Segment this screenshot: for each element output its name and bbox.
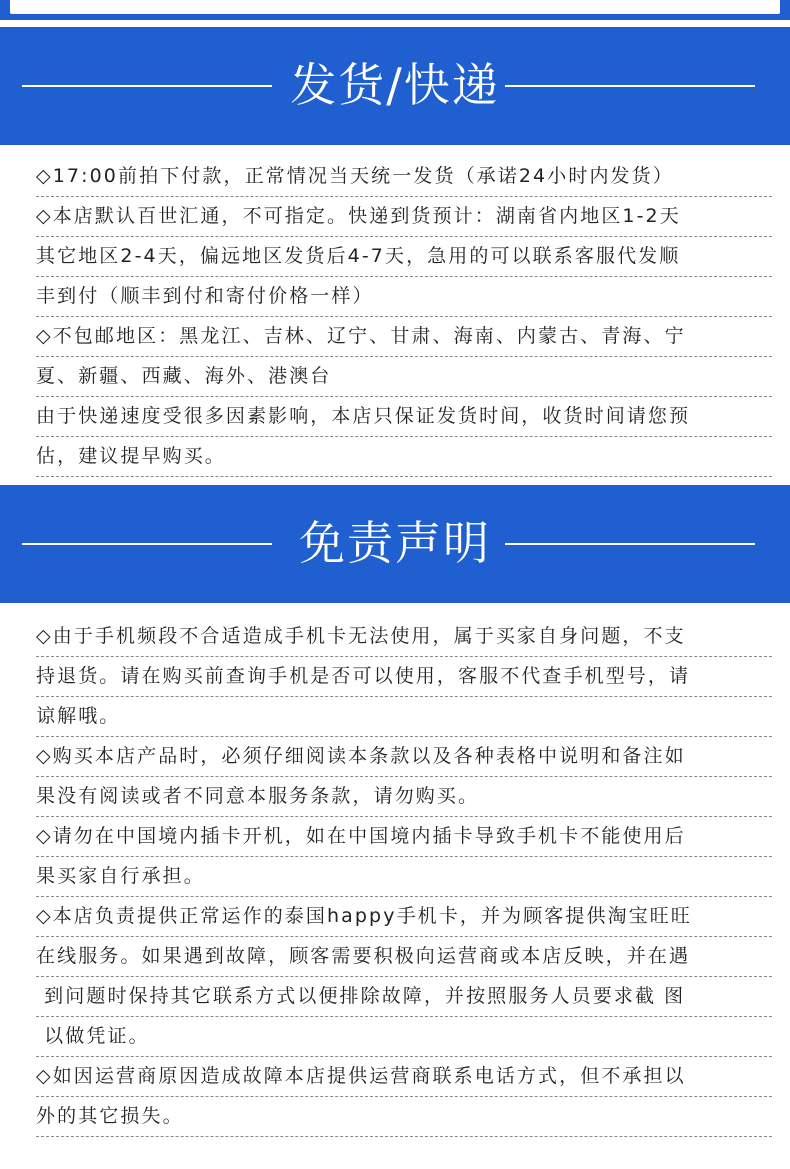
shipping-text-line: 夏、新疆、西藏、海外、港澳台: [36, 357, 772, 397]
top-box-edge: [8, 0, 782, 16]
shipping-text-line: 其它地区2-4天，偏远地区发货后4-7天，急用的可以联系客服代发顺: [36, 237, 772, 277]
disclaimer-text-line: 在线服务。如果遇到故障，顾客需要积极向运营商或本店反映，并在遇: [36, 937, 772, 977]
top-strip: [0, 0, 790, 20]
disclaimer-text-line: ◇购买本店产品时，必须仔细阅读本条款以及各种表格中说明和备注如: [36, 737, 772, 777]
disclaimer-text-line: 到问题时保持其它联系方式以便排除故障，并按照服务人员要求截 图: [36, 977, 772, 1017]
banner-rule-right: [505, 543, 755, 545]
disclaimer-text-line: ◇本店负责提供正常运作的泰国happy手机卡，并为顾客提供淘宝旺旺: [36, 897, 772, 937]
disclaimer-text-line: 外的其它损失。: [36, 1097, 772, 1137]
disclaimer-text-line: 持退货。请在购买前查询手机是否可以使用，客服不代查手机型号，请: [36, 657, 772, 697]
disclaimer-text-line: ◇请勿在中国境内插卡开机，如在中国境内插卡导致手机卡不能使用后: [36, 817, 772, 857]
disclaimer-banner: [0, 485, 790, 603]
disclaimer-title: 免责声明: [299, 516, 491, 570]
shipping-text-line: 估，建议提早购买。: [36, 437, 772, 477]
shipping-text-block: [36, 157, 772, 477]
disclaimer-text-line: ◇由于手机频段不合适造成手机卡无法使用，属于买家自身问题，不支: [36, 617, 772, 657]
disclaimer-text-line: 果没有阅读或者不同意本服务条款，请勿购买。: [36, 777, 772, 817]
disclaimer-text-line: 谅解哦。: [36, 697, 772, 737]
disclaimer-text-block: [36, 617, 772, 1137]
disclaimer-text-line: ◇如因运营商原因造成故障本店提供运营商联系电话方式，但不承担以: [36, 1057, 772, 1097]
shipping-text-line: ◇17:00前拍下付款，正常情况当天统一发货（承诺24小时内发货）: [36, 157, 772, 197]
shipping-text-line: ◇本店默认百世汇通，不可指定。快递到货预计：湖南省内地区1-2天: [36, 197, 772, 237]
disclaimer-text-line: 以做凭证。: [36, 1017, 772, 1057]
shipping-text-line: 由于快递速度受很多因素影响，本店只保证发货时间，收货时间请您预: [36, 397, 772, 437]
disclaimer-text-line: 果买家自行承担。: [36, 857, 772, 897]
shipping-banner: [0, 27, 790, 145]
shipping-title: 发货/快递: [290, 58, 500, 112]
shipping-text-line: ◇不包邮地区：黑龙江、吉林、辽宁、甘肃、海南、内蒙古、青海、宁: [36, 317, 772, 357]
banner-rule-right: [505, 85, 755, 87]
shipping-text-line: 丰到付（顺丰到付和寄付价格一样）: [36, 277, 772, 317]
